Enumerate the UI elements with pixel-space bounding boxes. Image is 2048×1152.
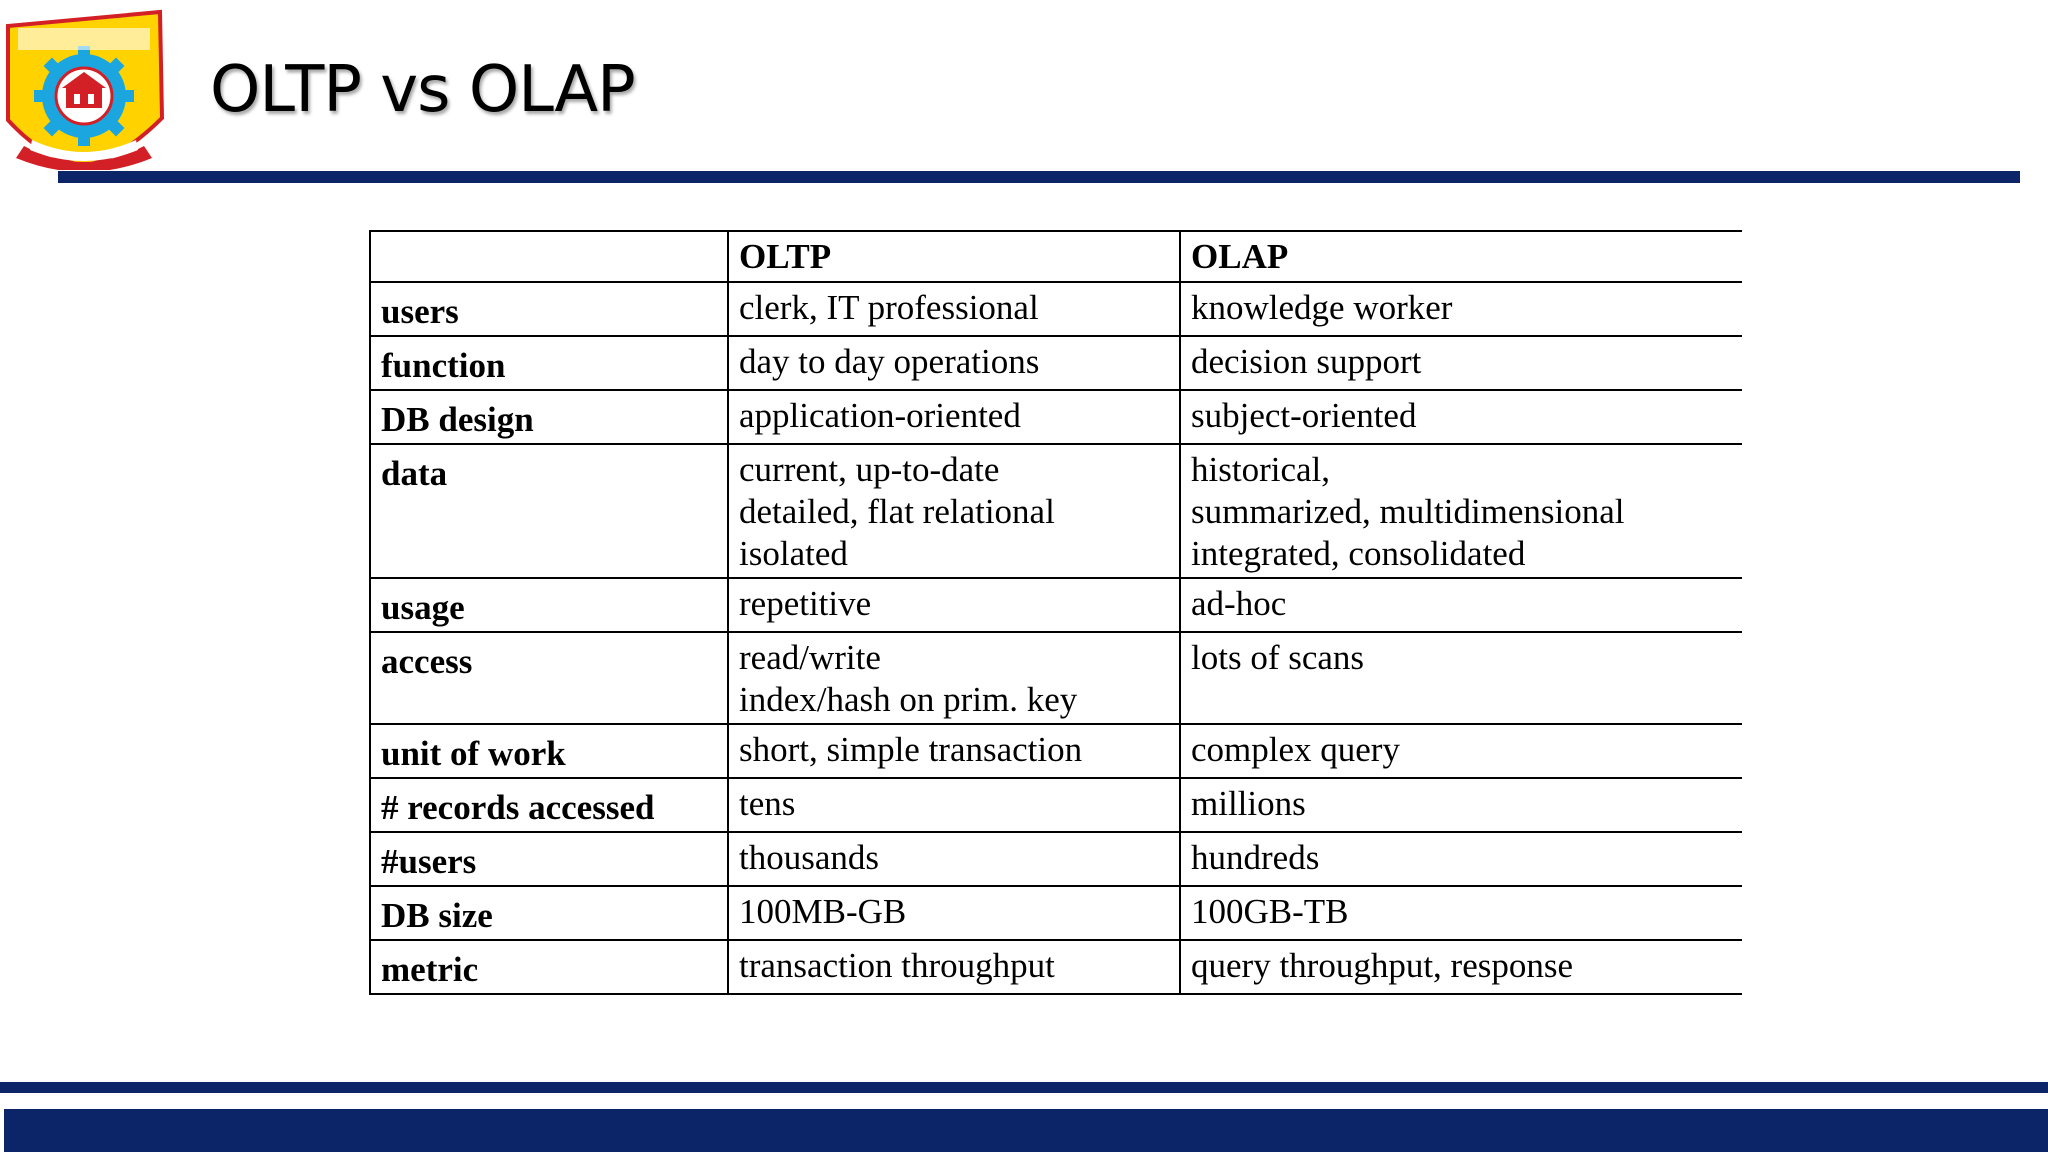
olap-cell (1180, 632, 1742, 724)
oltp-cell-line: application-oriented (739, 396, 1021, 435)
olap-cell (1180, 940, 1742, 994)
olap-cell-line: summarized, multidimensional (1191, 492, 1625, 531)
olap-cell-line: 100GB-TB (1191, 892, 1349, 931)
college-logo (2, 8, 166, 170)
olap-cell (1180, 578, 1742, 632)
table-row (370, 282, 1742, 336)
oltp-cell-line: day to day operations (739, 342, 1040, 381)
oltp-cell (728, 886, 1180, 940)
footer-thin-rule (0, 1082, 2048, 1093)
oltp-cell-line: current, up-to-date (739, 450, 1000, 489)
oltp-cell (728, 578, 1180, 632)
slide-title: OLTP vs OLAP (210, 53, 635, 127)
table-header-row (370, 231, 1742, 282)
olap-cell (1180, 886, 1742, 940)
row-label: access (370, 632, 728, 724)
olap-cell-line: integrated, consolidated (1191, 534, 1526, 573)
header-cell-olap: OLAP (1180, 231, 1742, 282)
comparison-table-container (369, 230, 1741, 995)
row-label: DB design (370, 390, 728, 444)
row-label: function (370, 336, 728, 390)
olap-cell-line: ad-hoc (1191, 584, 1287, 623)
olap-cell-line: subject-oriented (1191, 396, 1417, 435)
table-row (370, 886, 1742, 940)
row-label: # records accessed (370, 778, 728, 832)
olap-cell-line: historical, (1191, 450, 1330, 489)
oltp-cell-line: 100MB-GB (739, 892, 907, 931)
row-label: DB size (370, 886, 728, 940)
olap-cell-line: decision support (1191, 342, 1422, 381)
table-row (370, 940, 1742, 994)
oltp-cell-line: detailed, flat relational (739, 492, 1055, 531)
oltp-cell (728, 724, 1180, 778)
oltp-cell-line: isolated (739, 534, 848, 573)
olap-cell (1180, 778, 1742, 832)
olap-cell-line: complex query (1191, 730, 1400, 769)
comparison-table (369, 230, 1742, 995)
olap-cell (1180, 336, 1742, 390)
table-row (370, 632, 1742, 724)
title-divider (58, 171, 2020, 183)
table-row (370, 390, 1742, 444)
row-label: metric (370, 940, 728, 994)
row-label: #users (370, 832, 728, 886)
oltp-cell (728, 940, 1180, 994)
olap-cell-line: hundreds (1191, 838, 1320, 877)
oltp-cell (728, 390, 1180, 444)
oltp-cell (728, 632, 1180, 724)
olap-cell-line: knowledge worker (1191, 288, 1453, 327)
olap-cell (1180, 832, 1742, 886)
table-row (370, 724, 1742, 778)
header-cell-oltp: OLTP (728, 231, 1180, 282)
row-label: data (370, 444, 728, 578)
olap-cell-line: lots of scans (1191, 638, 1365, 677)
oltp-cell (728, 282, 1180, 336)
footer-band (4, 1109, 2048, 1152)
oltp-cell-line: repetitive (739, 584, 872, 623)
olap-cell-line: millions (1191, 784, 1306, 823)
oltp-cell-line: read/write (739, 638, 881, 677)
table-row (370, 578, 1742, 632)
row-label: users (370, 282, 728, 336)
oltp-cell (728, 444, 1180, 578)
olap-cell-line: query throughput, response (1191, 946, 1574, 985)
oltp-cell-line: transaction throughput (739, 946, 1055, 985)
olap-cell (1180, 390, 1742, 444)
olap-cell (1180, 282, 1742, 336)
table-row (370, 336, 1742, 390)
oltp-cell-line: clerk, IT professional (739, 288, 1039, 327)
table-row (370, 778, 1742, 832)
olap-cell (1180, 444, 1742, 578)
table-row (370, 832, 1742, 886)
oltp-cell-line: tens (739, 784, 796, 823)
oltp-cell-line: index/hash on prim. key (739, 680, 1078, 719)
oltp-cell (728, 832, 1180, 886)
oltp-cell (728, 778, 1180, 832)
row-label: unit of work (370, 724, 728, 778)
header-cell-empty (370, 231, 728, 282)
table-row (370, 444, 1742, 578)
college-seal-icon (2, 8, 166, 170)
oltp-cell-line: short, simple transaction (739, 730, 1083, 769)
oltp-cell (728, 336, 1180, 390)
row-label: usage (370, 578, 728, 632)
oltp-cell-line: thousands (739, 838, 879, 877)
olap-cell (1180, 724, 1742, 778)
